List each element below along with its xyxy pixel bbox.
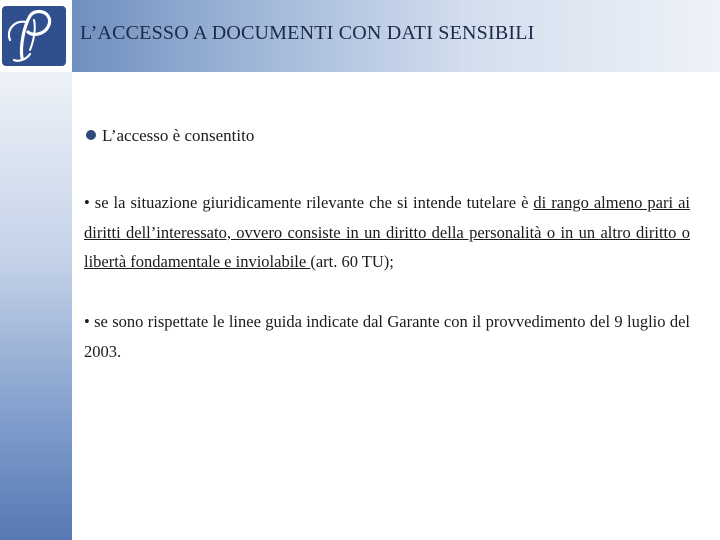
sub-bullet-1-underlined-text: di rango almeno pari ai diritti dell’interessato, ovvero consiste in un diritto della personalità o in un altro diritto o libertà fondamentale e inviolabile: [84, 193, 691, 271]
main-bullet-text: L’accesso è consentito: [102, 126, 255, 145]
sub-bullet-1: [84, 188, 690, 277]
left-decorative-bar: [0, 72, 72, 540]
sub-bullet-2-text: se sono rispettate le linee guida indicate dal Garante con il provvedimento del 9 luglio del 2003.: [84, 312, 690, 361]
main-bullet: [86, 126, 254, 146]
sub-bullet-1-reference: (art. 60 TU);: [310, 252, 394, 271]
logo-monogram-icon: [0, 0, 72, 72]
logo: [0, 0, 72, 72]
sub-bullet-2: [84, 307, 690, 366]
bullet-dot-icon: [86, 130, 96, 140]
slide-title: L’ACCESSO A DOCUMENTI CON DATI SENSIBILI: [80, 22, 535, 44]
sub-bullet-1-text-a: se la situazione giuridicamente rilevante che si intende tutelare è: [89, 193, 534, 212]
sub-bullet-2-marker: •: [84, 312, 90, 331]
sub-bullet-1-marker: •: [84, 193, 90, 212]
